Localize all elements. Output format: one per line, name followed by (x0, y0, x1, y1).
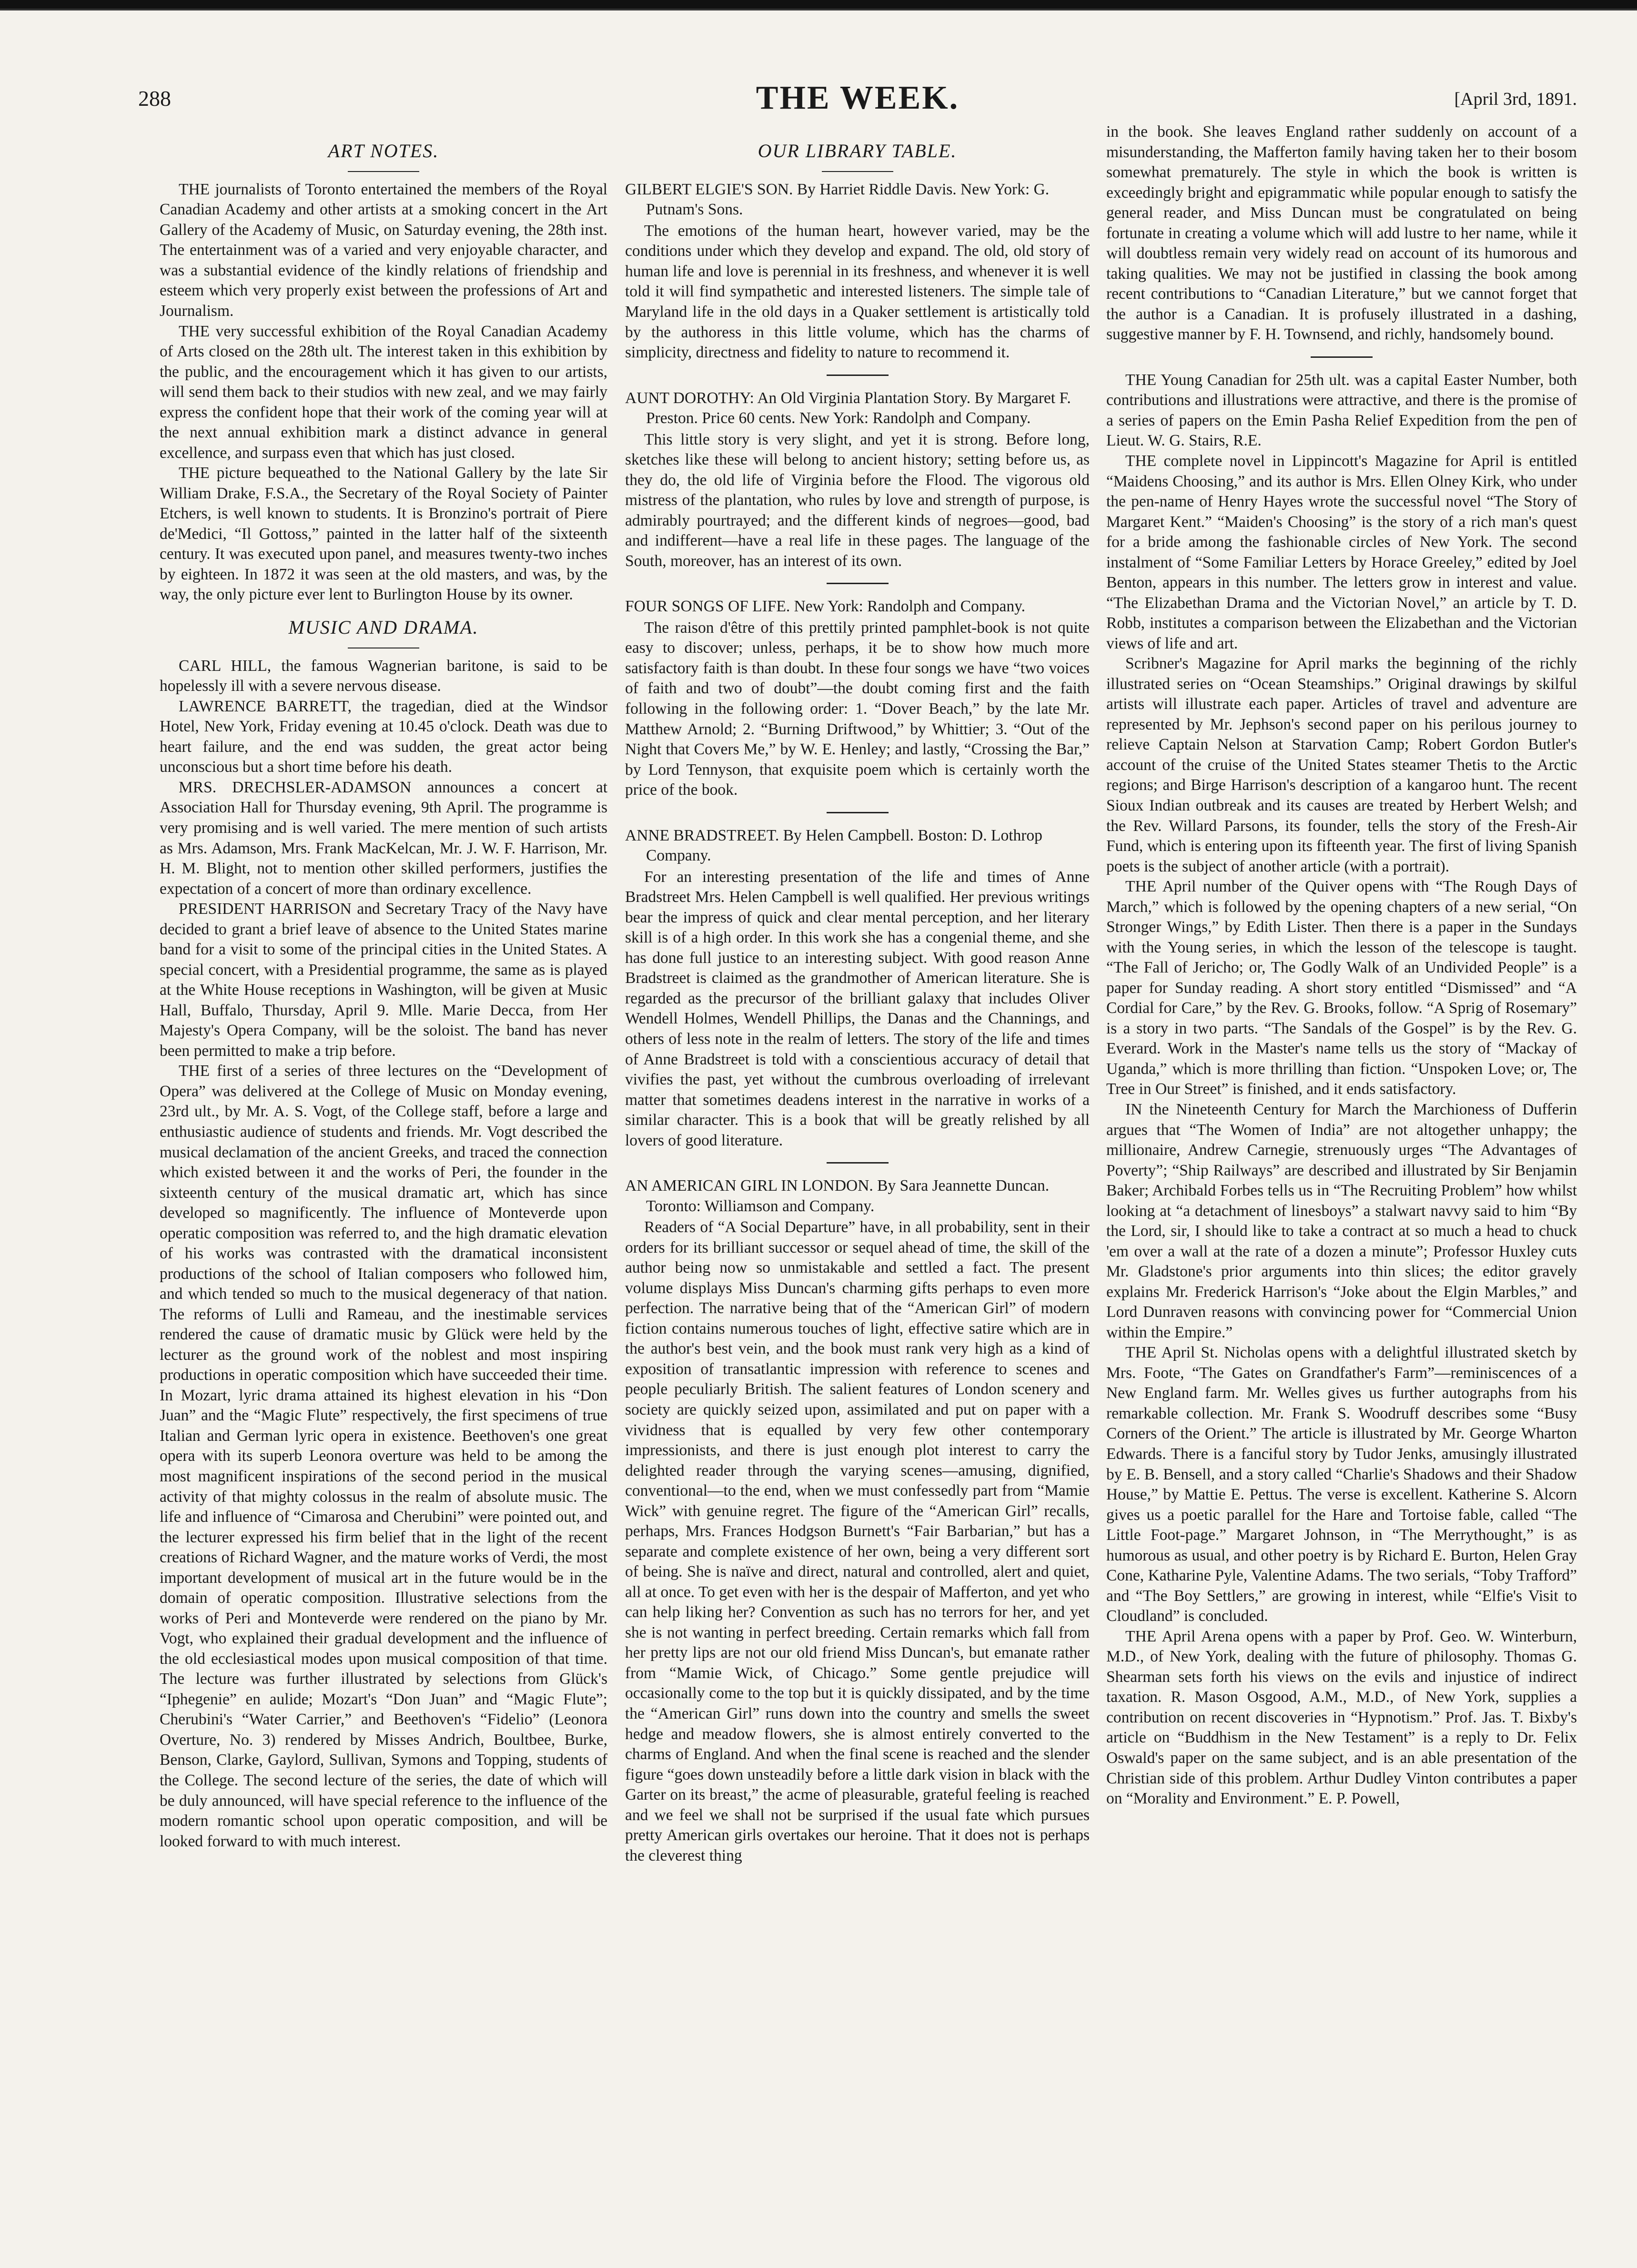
page-number: 288 (138, 86, 171, 111)
book-review: Readers of “A Social Departure” have, in all probability, sent in their orders for its brilliant successor or sequel ahead of time, the skill of the author being now so unmistakable and settled a fact. The present volume displays Miss Duncan's charming gifts perhaps to even more perfection. The narrative being that of the “American Girl” of modern fiction contains numerous touches of light, effective satire which are in the author's best vein, and the book must rank very high as a kind of exposition of transatlantic impression with reference to scenes and people peculiarly British. The salient features of London scenery and society are quickly seized upon, assimilated and put on paper with a vividness that is equalled by very few other contemporary impressionists, and there is just enough plot interest to carry the delighted reader through the varying scenes—amusing, dignified, conventional—to the end, when we must confessedly part from “Mamie Wick” with genuine regret. The figure of the “American Girl” recalls, perhaps, Mrs. Frances Hodgson Burnett's “Fair Barbarian,” but has a separate and complete existence of her own, being a very different sort of being. She is naïve and direct, natural and controlled, alert and quiet, all at once. To get even with her is the despair of Mafferton, and yet who can help liking her? Convention as such has no terrors for her, and yet she is not wanting in perfect breeding. Certain remarks which fall from her pretty lips are not our old friend Miss Duncan's, but emanate rather from “Mamie Wick, of Chicago.” Some gentle prejudice will occasionally come to the top but it is quickly dissipated, and by the time the “American Girl” runs down into the country and smells the sweet hedge and meadow flowers, she is almost entirely converted to the charms of England. And when the final scene is reached and the slender figure “goes down unsteadily before a little dark vision in black with the Garter on its breast,” the acme of pleasurable, grateful feeling is reached and we feel we shall not be surprised if the usual fate which pursues pretty American girls overtakes our heroine. That it does not is perhaps the cleverest thing (625, 1218, 1090, 1864)
book-review: The emotions of the human heart, however varied, may be the conditions under which they develop and expand. The old, old story of human life and love is perennial in its freshness, and whenever it is well told it will find sympathetic and interested listeners. The simple tale of Maryland life in the old days in a Quaker settlement is artistically told by the authoress in this little volume, which has the charms of simplicity, directness and fidelity to nature to recommend it. (625, 222, 1090, 362)
music-paragraph: LAWRENCE BARRETT, the tragedian, died at the Windsor Hotel, New York, Friday evening at 10.45 o'clock. Death was due to heart failure, and the end was sudden, the great actor being unconscious but a short time before his death. (160, 697, 607, 776)
art-notes-heading: ART NOTES. (160, 139, 607, 172)
publication-title: THE WEEK. (756, 80, 960, 116)
periodical-note: THE complete novel in Lippincott's Magazine for April is entitled “Maidens Choosing,” and its author is Mrs. Ellen Olney Kirk, who under the pen-name of Henry Hayes wrote the successful novel “The Story of Margaret Kent.” “Maiden's Choosing” is the story of a rich man's quest for a bride among the fashionable circles of New York. The second instalment of “Some Familiar Letters by Horace Greeley,” edited by Joel Benton, appears in this number. The letters grow in interest and value. “The Elizabethan Drama and the Victorian Novel,” an article by T. D. Robb, institutes a comparison between the Elizabethan and the Victorian views of life and art. (1106, 452, 1577, 652)
music-paragraph: MRS. DRECHSLER-ADAMSON announces a concert at Association Hall for Thursday evening, 9th April. The programme is very promising and is well varied. The mere mention of such artists as Mrs. Adamson, Mrs. Frank MacKelcan, Mr. J. W. F. Harrison, Mr. H. M. Blight, not to mention other skilled performers, justifies the expectation of a concert of more than ordinary excellence. (160, 778, 607, 898)
book-heading: ANNE BRADSTREET. By Helen Campbell. Boston: D. Lothrop Company. (625, 826, 1042, 865)
page-top-edge (0, 0, 1637, 14)
issue-date: [April 3rd, 1891. (1454, 89, 1577, 109)
book-heading: FOUR SONGS OF LIFE. New York: Randolph and Company. (625, 597, 1026, 616)
book-heading: GILBERT ELGIE'S SON. By Harriet Riddle Davis. New York: G. Putnam's Sons. (625, 180, 1050, 219)
divider (827, 812, 889, 813)
periodical-note: Scribner's Magazine for April marks the beginning of the richly illustrated series on “Ocean Steamships.” Original drawings by skilful artists will illustrate each paper. Articles of travel and adventure are represented by Mr. Jephson's second paper on his perilous journey to relieve Captain Nelson at Starvation Camp; Robert Gordon Butler's account of the cruise of the United States steamer Thetis to the Arctic regions; and Birge Harrison's description of a kangaroo hunt. The recent Sioux Indian outbreak and its causes are treated by Herbert Welsh; and the Rev. Willard Parsons, its founder, tells the story of the Fresh-Air Fund, which is entering upon its fifteenth year. The first of living Spanish poets is the subject of another article (with a portrait). (1106, 655, 1577, 875)
divider (827, 375, 889, 376)
column-right (1106, 122, 1577, 2247)
book-review: The raison d'être of this prettily printed pamphlet-book is not quite easy to discover; unless, perhaps, it be to show how much more satisfactory faith is than doubt. In these four songs we have “two voices of faith and two of doubt”—the doubt coming first and the faith following in the following order: 1. “Dover Beach,” by the late Mr. Matthew Arnold; 2. “Burning Driftwood,” by Whittier; 3. “Out of the Night that Covers Me,” by W. E. Henley; and lastly, “Crossing the Bar,” by Lord Tennyson, that exquisite poem which is certainly worth the price of the book. (625, 618, 1090, 799)
divider (1311, 356, 1373, 358)
column-left (160, 129, 607, 2254)
music-paragraph: PRESIDENT HARRISON and Secretary Tracy of the Navy have decided to grant a brief leave of absence to the United States marine band for a visit to some of the principal cities in the United States. A special concert, with a Presidential programme, the same as is played at the White House receptions in Washington, will be given at Music Hall, Buffalo, Thursday, April 9. Mlle. Marie Decca, from Her Majesty's Opera Company, will be the soloist. The band has never been permitted to make a trip before. (160, 900, 607, 1060)
library-table-heading: OUR LIBRARY TABLE. (625, 139, 1090, 172)
book-review: For an interesting presentation of the life and times of Anne Bradstreet Mrs. Helen Campbell is well qualified. Her previous writings bear the impress of quick and clear mental perception, and her literary skill is of a high order. In this work she has a congenial theme, and she has done full justice to an interesting subject. With good reason Anne Bradstreet is claimed as the grandmother of American literature. She is regarded as the precursor of the brilliant galaxy that includes Oliver Wendell Holmes, Wendell Phillips, the Danas and the Channings, and others of less note in the realm of letters. The story of the life and times of Anne Bradstreet is told with a conscientious accuracy of detail that vivifies the past, yet without the cumbrous overloading of irrelevant matter that sometimes deadens interest in the narrative in works of a similar character. This is a book that will be greatly relished by all lovers of good literature. (625, 868, 1090, 1149)
music-drama-heading: MUSIC AND DRAMA. (160, 616, 607, 648)
art-paragraph: THE very successful exhibition of the Royal Canadian Academy of Arts closed on the 28th ult. The interest taken in this exhibition by the public, and the encouragement which it has given to our artists, will send them back to their studios with new zeal, and we may fairly express the confident hope that their work of the coming year will at the next annual exhibition mark a distinct advance in general excellence, and surpass even that which has just closed. (160, 322, 607, 462)
periodical-note: THE Young Canadian for 25th ult. was a capital Easter Number, both contributions and illustrations were attractive, and there is the promise of a series of papers on the Emin Pasha Relief Expedition from the pen of Lieut. W. G. Stairs, R.E. (1106, 371, 1577, 450)
periodical-note: THE April Arena opens with a paper by Prof. Geo. W. Winterburn, M.D., of New York, dealing with the future of philosophy. Thomas G. Shearman sets forth his views on the evils and injustice of indirect taxation. R. Mason Osgood, A.M., M.D., of New York, supplies a contribution on recent discoveries in “Hypnotism.” Prof. Jas. T. Bixby's article on “Buddhism in the New Testament” is a reply to Dr. Felix Oswald's paper on the same subject, and is an able presentation of the Christian side of this problem. Arthur Dudley Vinton contributes a paper on “Morality and Environment.” E. P. Powell, (1106, 1627, 1577, 1808)
divider (827, 1162, 889, 1164)
book-heading: AN AMERICAN GIRL IN LONDON. By Sara Jeannette Duncan. Toronto: Williamson and Company. (625, 1177, 1050, 1215)
periodical-note: THE April number of the Quiver opens with “The Rough Days of March,” which is followed by the opening chapters of a new serial, “On Stronger Wings,” by Edith Lister. Then there is a paper in the Sundays with the Young series, in which the lesson of the telescope is taught. “The Fall of Jericho; or, The Godly Walk of an Undivided People” is a paper for Sunday reading. A short story entitled “Dismissed” and “A Cordial for Care,” by the Rev. G. Brooks, follow. “A Sprig of Rosemary” is a story in two parts. “The Sandals of the Gospel” is by the Rev. G. Everard. Work in the Master's name tells us the story of “Mackay of Uganda,” which is more thrilling than fiction. “Unspoken Love; or, The Tree in Our Street” is finished, and it ends satisfactory. (1106, 878, 1577, 1098)
book-review-continued: in the book. She leaves England rather suddenly on account of a misunderstanding, the Mafferton family having taken her to their bosom somewhat prematurely. The style in which the book is written is exceedingly bright and epigrammatic while popular enough to satisfy the general reader, and Miss Duncan must be congratulated on being fortunate in creating a volume which will add lustre to her name, while it will doubtless remain very widely read on account of its humorous and taking qualities. We may not be justified in classing the book among recent contributions to “Canadian Literature,” but we cannot forget that the author is a Canadian. It is profusely illustrated in a dashing, suggestive manner by F. H. Townsend, and richly, handsomely bound. (1106, 123, 1577, 344)
book-review: This little story is very slight, and yet it is strong. Before long, sketches like these will belong to ancient history; setting before us, as they do, the old life of Virginia before the Flood. The vigorous old mistress of the plantation, who rules by love and strength of purpose, is admirably pourtrayed; and the different kinds of negroes—good, bad and indifferent—have a real life in these pages. The language of the South, moreover, has an interest of its own. (625, 430, 1090, 570)
divider (827, 583, 889, 584)
book-heading: AUNT DOROTHY: An Old Virginia Plantation Story. By Margaret F. Preston. Price 60 cents. New York: Randolph and Company. (625, 389, 1071, 427)
art-paragraph: THE journalists of Toronto entertained the members of the Royal Canadian Academy and other artists at a smoking concert in the Art Gallery of the Academy of Music, on Saturday evening, the 28th inst. The entertainment was of a varied and very enjoyable character, and was a substantial evidence of the kindly relations of friendship and esteem which very properly exist between the professions of Art and Journalism. (160, 180, 607, 320)
art-paragraph: THE picture bequeathed to the National Gallery by the late Sir William Drake, F.S.A., the Secretary of the Royal Society of Painter Etchers, is well known to students. It is Bronzino's portrait of Piere de'Medici, “Il Gottoss,” painted in the latter half of the sixteenth century. It was executed upon panel, and measures twenty-two inches by eighteen. In 1872 it was seen at the old masters, and was, by the way, the only picture ever lent to Burlington House by its owner. (160, 464, 607, 604)
periodical-note: THE April St. Nicholas opens with a delightful illustrated sketch by Mrs. Foote, “The Gates on Grandfather's Farm”—reminiscences of a New England farm. Mr. Welles gives us further autographs from his remarkable collection. Mr. Frank S. Woodruff describes some “Busy Corners of the Orient.” The article is illustrated by Mr. George Wharton Edwards. There is a fanciful story by Tudor Jenks, amusingly illustrated by E. B. Bensell, and a story called “Charlie's Shadows and their Shadow House,” by Mattie E. Pettus. The verse is excellent. Katherine S. Alcorn gives us a poetic parallel for the Hare and Tortoise fable, called “The Little Foot-page.” Margaret Johnson, in “The Merrythought,” is as humorous as usual, and other poetry is by Richard E. Burton, Helen Gray Cone, Katharine Pyle, Valentine Adams. The two serials, “Toby Trafford” and “The Boy Settlers,” are growing in interest, while “Elfie's Visit to Cloudland” is concluded. (1106, 1344, 1577, 1625)
music-paragraph: THE first of a series of three lectures on the “Development of Opera” was delivered at the College of Music on Monday evening, 23rd ult., by Mr. A. S. Vogt, of the College staff, before a large and enthusiastic audience of students and friends. Mr. Vogt described the musical declamation of the ancient Greeks, and traced the connection which existed between it and the works of Peri, the founder in the sixteenth century of the musical dramatic art, which has since developed so magnificently. The influence of Monteverde upon operatic composition was referred to, and the high dramatic elevation of his works was contrasted with the dramatical inconsistent productions of the school of Italian composers who followed him, and which tended so much to the musical degeneracy of that nation. The reforms of Lulli and Rameau, and the inestimable services rendered the cause of dramatic music by Glück were held by the lecturer as the ground work of the noblest and most inspiring productions in operatic composition which have succeeded their time. In Mozart, lyric drama attained its highest elevation in his “Don Juan” and the “Magic Flute” respectively, the first specimens of true Italian and German lyric opera in existence. Beethoven's one great opera with its superb Leonora overture was held to be among the most magnificent inspirations of the second period in the musical activity of that mighty colossus in the realm of absolute music. The life and influence of “Cimarosa and Cherubini” were pointed out, and the lecturer expressed his firm belief that in the light of the recent creations of Richard Wagner, and the mature works of Verdi, the most important development of musical art in the future would be in the domain of operatic composition. Illustrative selections from the works of Peri and Monteverde were rendered on the piano by Mr. Vogt, who explained their gradual development and the influence of the old ecclesiastical modes upon musical composition of that time. The lecture was further illustrated by selections from Glück's “Iphegenie” en aulide; Mozart's “Don Juan” and “Magic Flute”; Cherubini's “Water Carrier,” and Beethoven's “Fidelio” (Leonora Overture, No. 3) rendered by Misses Andrich, Boultbee, Burke, Benson, Clarke, Gaylord, Sullivan, Symons and Topping, students of the College. The second lecture of the series, the date of which will be duly announced, will have special reference to the influence of the modern romantic school upon operatic composition, and will be looked forward to with much interest. (160, 1062, 607, 1850)
periodical-note: IN the Nineteenth Century for March the Marchioness of Dufferin argues that “The Women of India” are not altogether unhappy; the millionaire, Andrew Carnegie, strenuously urges “The Advantages of Poverty”; “Ship Railways” are described and illustrated by Sir Benjamin Baker; Archibald Forbes tells us in “The Recruiting Problem” how whilst looking at “a detachment of linesboys” a stalwart navvy said to him “By the Lord, sir, I should like to take a contract at so much a head to chuck 'em over a wall at the rate of a dozen a minute”; Professor Huxley cuts Mr. Gladstone's prior arguments into thin slices; the editor gravely explains Mr. Frederick Harrison's “Joke about the Elgin Marbles,” and Lord Dunraven reasons with convincing power for “Commercial Union within the Empire.” (1106, 1100, 1577, 1341)
page-header (138, 80, 1577, 124)
column-middle (625, 129, 1090, 2254)
music-paragraph: CARL HILL, the famous Wagnerian baritone, is said to be hopelessly ill with a severe nervous disease. (160, 657, 607, 695)
